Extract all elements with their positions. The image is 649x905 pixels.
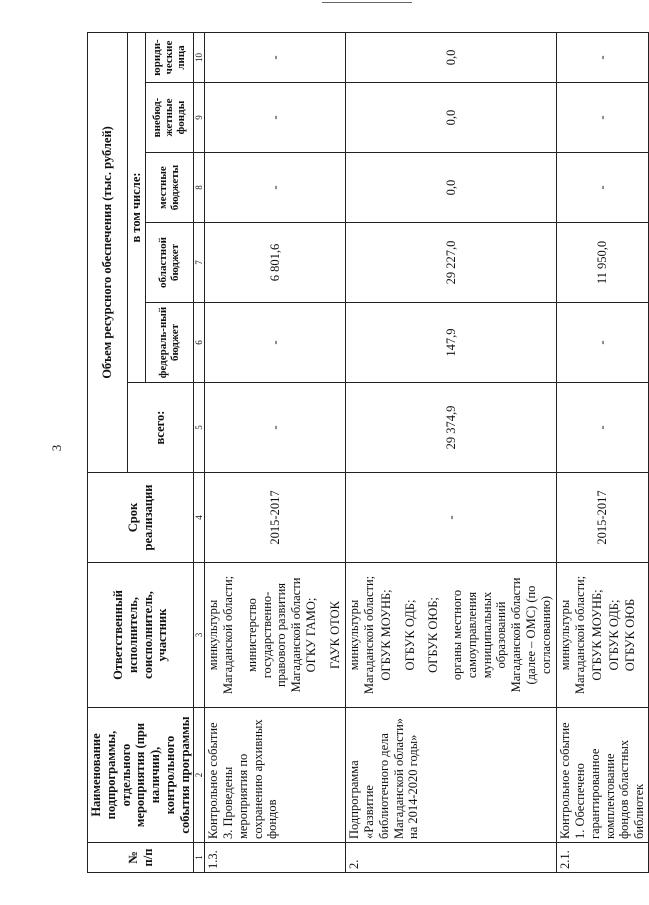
rotated-table-container bbox=[87, 33, 646, 873]
row-name: Контрольное событие 1. Обеспечено гарантированное комплектование фондов областных библиотек bbox=[557, 708, 649, 843]
row-total: - bbox=[557, 383, 649, 473]
header-term: Срок реализации bbox=[88, 473, 194, 563]
table-row bbox=[557, 32, 649, 872]
row-extra: - bbox=[205, 83, 346, 153]
col-number: 5 bbox=[194, 383, 205, 473]
responsible-item: минкультуры Магаданской области; bbox=[558, 575, 587, 695]
responsible-item: минкультуры Магаданской области; bbox=[347, 575, 376, 695]
responsible-item: ОГБУК ОДБ; bbox=[606, 599, 621, 671]
row-federal: - bbox=[557, 303, 649, 383]
header-num: № п/п bbox=[88, 843, 194, 873]
col-number: 8 bbox=[194, 153, 205, 223]
responsible-item: ОГБУК ОДБ; bbox=[402, 599, 417, 671]
resource-table bbox=[87, 32, 649, 873]
row-regional: 6 801,6 bbox=[205, 223, 346, 303]
row-regional: 11 950,0 bbox=[557, 223, 649, 303]
row-name: Подпрограмма «Развитие библиотечного дела Магаданской области» на 2014-2020 годы» bbox=[346, 708, 557, 843]
responsible-item: ОГБУК ОЮБ; bbox=[426, 597, 441, 673]
header-incl: в том числе: bbox=[128, 32, 146, 382]
row-local: - bbox=[557, 153, 649, 223]
col-number: 2 bbox=[194, 708, 205, 843]
col-number: 3 bbox=[194, 563, 205, 708]
top-rule bbox=[322, 2, 412, 3]
header-name: Наименование подпрограммы, отдельного мероприятия (при наличии), контрольного события программы bbox=[88, 708, 194, 843]
responsible-item: органы местного самоуправления муниципальных образований Магаданской области (далее – ОМС) (по согласованию) bbox=[450, 577, 553, 693]
row-regional: 29 227,0 bbox=[346, 223, 557, 303]
row-num: 2. bbox=[346, 843, 557, 873]
responsible-item: министерство государственно-правового развития Магаданской области ОГКУ ГАМО; bbox=[244, 577, 318, 693]
row-federal: - bbox=[205, 303, 346, 383]
row-responsible bbox=[346, 563, 557, 708]
row-term: - bbox=[346, 473, 557, 563]
header-regional: областной бюджет bbox=[146, 223, 194, 303]
col-number: 1 bbox=[194, 843, 205, 873]
row-responsible bbox=[557, 563, 649, 708]
row-local: 0,0 bbox=[346, 153, 557, 223]
col-number: 10 bbox=[194, 32, 205, 82]
row-legal: - bbox=[557, 32, 649, 82]
header-federal: федераль-ный бюджет bbox=[146, 303, 194, 383]
row-legal: - bbox=[205, 32, 346, 82]
row-extra: 0,0 bbox=[346, 83, 557, 153]
table-row bbox=[346, 32, 557, 872]
header-total: всего: bbox=[128, 383, 194, 473]
responsible-item: минкультуры Магаданской области; bbox=[206, 575, 235, 695]
col-number: 7 bbox=[194, 223, 205, 303]
row-legal: 0,0 bbox=[346, 32, 557, 82]
row-term: 2015-2017 bbox=[557, 473, 649, 563]
row-term: 2015-2017 bbox=[205, 473, 346, 563]
header-responsible: Ответственный исполнитель, соисполнитель, участник bbox=[88, 563, 194, 708]
row-num: 1.3. bbox=[205, 843, 346, 873]
header-volume: Объем ресурсного обеспечения (тыс. рублей) bbox=[88, 32, 128, 472]
row-extra: - bbox=[557, 83, 649, 153]
row-responsible bbox=[205, 563, 346, 708]
col-number: 6 bbox=[194, 303, 205, 383]
col-number: 9 bbox=[194, 83, 205, 153]
page-number: 3 bbox=[49, 444, 64, 452]
row-num: 2.1. bbox=[557, 843, 649, 873]
responsible-item: ГАУК ОТОК bbox=[327, 601, 342, 669]
responsible-item: ОГБУК ОЮБ bbox=[623, 598, 638, 672]
row-name: Контрольное событие 3. Проведены мероприятия по сохранению архивных фондов bbox=[205, 708, 346, 843]
header-extra: внебюд-жетные фонды bbox=[146, 83, 194, 153]
row-total: - bbox=[205, 383, 346, 473]
header-legal: юриди-ческие лица bbox=[146, 32, 194, 82]
row-local: - bbox=[205, 153, 346, 223]
col-number: 4 bbox=[194, 473, 205, 563]
responsible-item: ОГБУК МОУНБ; bbox=[589, 589, 604, 681]
header-local: местные бюджеты bbox=[146, 153, 194, 223]
table-row bbox=[205, 32, 346, 872]
row-total: 29 374,9 bbox=[346, 383, 557, 473]
responsible-item: ОГБУК МОУНБ; bbox=[378, 589, 393, 681]
row-federal: 147,9 bbox=[346, 303, 557, 383]
